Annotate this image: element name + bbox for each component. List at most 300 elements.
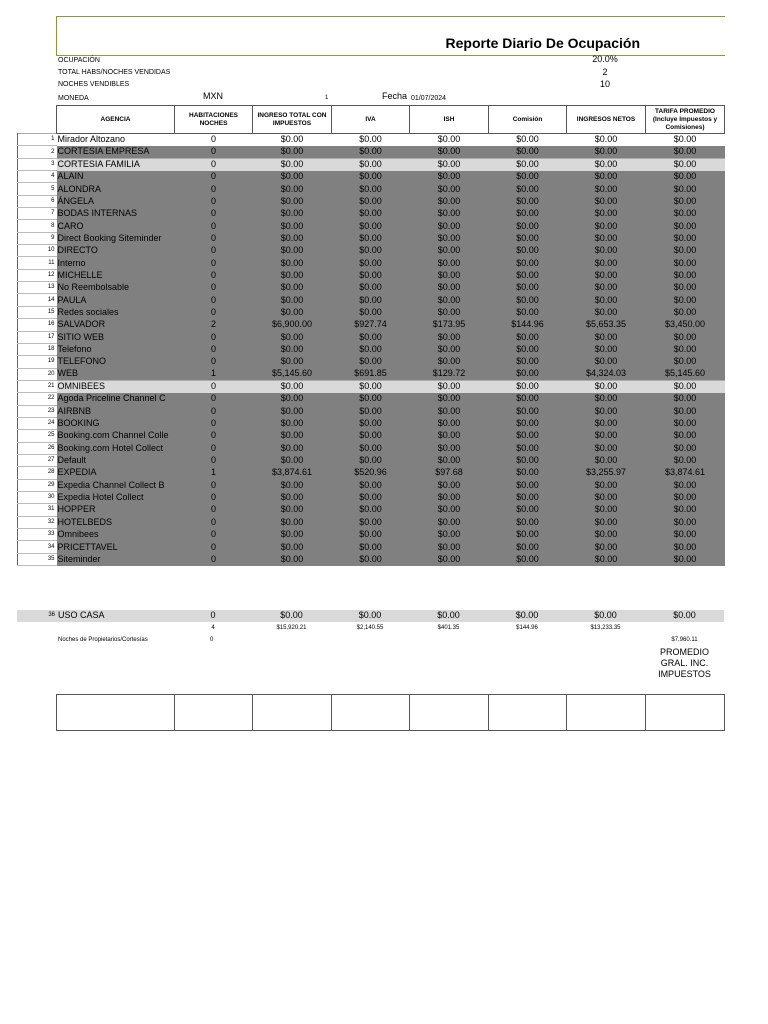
cell-agencia: PRICETTAVEL [57,541,175,553]
table-row [18,171,725,183]
promedio-label-line-1: PROMEDIO [659,647,709,657]
cell-netos: $0.00 [567,553,646,565]
cell-tarifa: $0.00 [646,331,725,343]
cell-noches: 0 [175,504,253,516]
row-number: 7 [18,208,57,220]
cell-tarifa: $0.00 [646,208,725,220]
total-iva: $2,140.55 [356,625,384,631]
row-number: 9 [18,232,57,244]
cell-ingreso: $0.00 [253,356,332,368]
row-number: 8 [18,220,57,232]
cell-ish: $0.00 [410,306,489,318]
cell-agencia: TELEFONO [57,356,175,368]
promedio-label-line-3: IMPUESTOS [658,669,711,679]
cell-noches: 0 [175,331,253,343]
cell-ish: $0.00 [410,146,489,158]
promedio-value: $7,960.11 [671,637,698,643]
cell-tarifa: $3,450.00 [646,319,725,331]
cell-noches: 0 [175,343,253,355]
cell-ingreso: $0.00 [253,208,332,220]
row-number: 12 [18,269,57,281]
row-number: 2 [18,146,57,158]
row-number: 24 [18,417,57,429]
cell-comision: $0.00 [489,368,567,380]
cell-ish: $0.00 [410,158,489,170]
cell-ingreso: $0.00 [253,405,332,417]
cell-netos: $0.00 [567,220,646,232]
cell-noches: 0 [175,134,253,146]
cell-netos: $0.00 [567,158,646,170]
table-row [18,146,725,158]
cell-noches: 1 [175,467,253,479]
cell-ingreso: $0.00 [253,393,332,405]
cell-comision: $0.00 [489,529,567,541]
row-number: 6 [18,195,57,207]
cell-iva: $0.00 [332,343,410,355]
cell-noches: 0 [175,220,253,232]
cell-agencia: CORTESIA FAMILIA [57,158,175,170]
table-row [18,393,725,405]
cell-netos: $0.00 [567,195,646,207]
promedio-label-line-2: GRAL. INC. [660,658,709,668]
cell-noches: 0 [175,479,253,491]
cell-iva: $0.00 [332,393,410,405]
cell-noches: 0 [175,417,253,429]
cell-ingreso: $0.00 [253,257,332,269]
row-number: 23 [18,405,57,417]
cell-tarifa: $0.00 [646,393,725,405]
cell-netos: $0.00 [567,208,646,220]
cell-iva: $0.00 [332,294,410,306]
cell-noches: 0 [175,553,253,565]
fecha-value: 01/07/2024 [411,95,447,102]
cell-ingreso: $0.00 [253,529,332,541]
uso-casa-iva: $0.00 [358,610,382,620]
cell-ish: $0.00 [410,430,489,442]
cell-ingreso: $0.00 [253,183,332,195]
cell-ish: $0.00 [410,343,489,355]
footer-box [410,695,489,731]
table-row [18,294,725,306]
moneda-value: MXN [203,91,223,101]
footer-box [567,695,646,731]
cell-netos: $0.00 [567,393,646,405]
cell-agencia: Mirador Altozano [57,134,175,146]
row-number: 33 [18,529,57,541]
cell-noches: 0 [175,491,253,503]
cell-agencia: OMNIBEES [57,380,175,392]
uso-casa-ingreso: $0.00 [280,610,303,620]
cell-agencia: No Reembolsable [57,282,175,294]
cell-agencia: ALONDRA [57,183,175,195]
cell-ish: $0.00 [410,380,489,392]
cell-ish: $0.00 [410,282,489,294]
cell-noches: 1 [175,368,253,380]
cell-ingreso: $0.00 [253,454,332,466]
cell-ish: $0.00 [410,245,489,257]
fecha-label: Fecha [382,91,408,101]
cell-netos: $0.00 [567,454,646,466]
cell-comision: $0.00 [489,491,567,503]
cell-netos: $0.00 [567,245,646,257]
row-number-header [18,106,57,134]
uso-casa-comision: $0.00 [515,610,539,620]
cell-ingreso: $0.00 [253,294,332,306]
cell-ingreso: $0.00 [253,331,332,343]
cell-tarifa: $3,874.61 [646,467,725,479]
cell-ish: $0.00 [410,393,489,405]
cell-noches: 0 [175,356,253,368]
footer-box [489,695,567,731]
total-habs-label: TOTAL HABS/NOCHES VENDIDAS [58,69,171,76]
cell-iva: $927.74 [332,319,410,331]
col-agencia-header: AGENCIA [57,106,175,134]
cell-comision: $0.00 [489,331,567,343]
cell-agencia: SITIO WEB [57,331,175,343]
cell-ish: $0.00 [410,294,489,306]
cell-ingreso: $6,900.00 [253,319,332,331]
row-number: 10 [18,245,57,257]
uso-casa-netos: $0.00 [594,610,617,620]
cell-iva: $0.00 [332,220,410,232]
table-row [18,417,725,429]
cell-comision: $0.00 [489,405,567,417]
col-tarifa-header: TARIFA PROMEDIO (Incluye Impuestos y Comisiones) [646,106,725,134]
table-row [18,269,725,281]
cell-noches: 0 [175,294,253,306]
cell-iva: $0.00 [332,282,410,294]
cell-tarifa: $5,145.60 [646,368,725,380]
row-number: 20 [18,368,57,380]
cell-ingreso: $0.00 [253,220,332,232]
cell-noches: 0 [175,171,253,183]
footer-box [253,695,332,731]
cell-comision: $0.00 [489,195,567,207]
table-row [18,516,725,528]
cell-netos: $0.00 [567,331,646,343]
total-ish: $401.35 [437,625,460,631]
cell-iva: $0.00 [332,232,410,244]
cell-noches: 0 [175,195,253,207]
cell-tarifa: $0.00 [646,306,725,318]
moneda-label: MONEDA [58,95,89,102]
cell-iva: $0.00 [332,541,410,553]
cell-comision: $0.00 [489,442,567,454]
row-number: 16 [18,319,57,331]
cell-noches: 0 [175,208,253,220]
cell-tarifa: $0.00 [646,417,725,429]
footer-box [646,695,725,731]
table-header [18,106,725,134]
cell-tarifa: $0.00 [646,232,725,244]
cell-tarifa: $0.00 [646,146,725,158]
cell-ingreso: $0.00 [253,245,332,257]
cell-noches: 0 [175,269,253,281]
propietarios-label: Noches de Propietarios/Cortesías [58,637,148,643]
cell-noches: 2 [175,319,253,331]
table-row [18,479,725,491]
cell-comision: $0.00 [489,146,567,158]
cell-iva: $0.00 [332,183,410,195]
cell-ingreso: $0.00 [253,504,332,516]
cell-ingreso: $0.00 [253,146,332,158]
cell-comision: $0.00 [489,430,567,442]
table-row [18,220,725,232]
cell-iva: $0.00 [332,442,410,454]
row-number: 31 [18,504,57,516]
cell-noches: 0 [175,442,253,454]
table-row [18,208,725,220]
row-number: 15 [18,306,57,318]
cell-agencia: Siteminder [57,553,175,565]
cell-iva: $0.00 [332,553,410,565]
ocupacion-value: 20.0% [592,54,618,64]
table-row [18,491,725,503]
table-row [18,134,725,146]
uso-casa-ish: $0.00 [437,610,460,620]
row-number: 18 [18,343,57,355]
cell-agencia: BODAS INTERNAS [57,208,175,220]
cell-netos: $3,255.97 [567,467,646,479]
cell-netos: $0.00 [567,516,646,528]
cell-ingreso: $5,145.60 [253,368,332,380]
table-row [18,541,725,553]
cell-ish: $0.00 [410,208,489,220]
cell-ingreso: $0.00 [253,479,332,491]
table-row [18,232,725,244]
row-number: 13 [18,282,57,294]
cell-iva: $0.00 [332,134,410,146]
cell-comision: $0.00 [489,134,567,146]
cell-agencia: Booking.com Channel Colle [57,430,175,442]
cell-netos: $0.00 [567,356,646,368]
cell-ish: $0.00 [410,479,489,491]
cell-ish: $0.00 [410,417,489,429]
cell-ish: $0.00 [410,454,489,466]
cell-agencia: Redes sociales [57,306,175,318]
cell-netos: $0.00 [567,504,646,516]
footer-boxes [56,694,725,731]
cell-ish: $0.00 [410,220,489,232]
footer-box [57,695,175,731]
cell-agencia: CORTESIA EMPRESA [57,146,175,158]
table-row [18,319,725,331]
cell-comision: $0.00 [489,208,567,220]
cell-ish: $0.00 [410,195,489,207]
cell-ish: $0.00 [410,553,489,565]
cell-netos: $0.00 [567,294,646,306]
cell-iva: $0.00 [332,331,410,343]
table-row [18,183,725,195]
cell-ish: $0.00 [410,331,489,343]
cell-iva: $0.00 [332,491,410,503]
cell-comision: $0.00 [489,356,567,368]
cell-ingreso: $0.00 [253,171,332,183]
cell-netos: $0.00 [567,529,646,541]
cell-iva: $0.00 [332,405,410,417]
cell-ish: $173.95 [410,319,489,331]
cell-netos: $0.00 [567,146,646,158]
cell-agencia: MICHELLE [57,269,175,281]
cell-netos: $0.00 [567,183,646,195]
cell-iva: $0.00 [332,158,410,170]
cell-netos: $0.00 [567,417,646,429]
uso-casa-tarifa: $0.00 [673,610,696,620]
cell-tarifa: $0.00 [646,269,725,281]
cell-noches: 0 [175,405,253,417]
table-row [18,195,725,207]
col-ish-header: ISH [410,106,489,134]
cell-noches: 0 [175,257,253,269]
cell-agencia: CARO [57,220,175,232]
row-number: 32 [18,516,57,528]
cell-netos: $0.00 [567,491,646,503]
cell-ish: $0.00 [410,356,489,368]
cell-agencia: ALAIN [57,171,175,183]
cell-tarifa: $0.00 [646,183,725,195]
cell-ingreso: $0.00 [253,269,332,281]
col-netos-header: INGRESOS NETOS [567,106,646,134]
cell-iva: $0.00 [332,454,410,466]
cell-ish: $0.00 [410,491,489,503]
propietarios-value: 0 [210,637,214,643]
row-number: 4 [18,171,57,183]
cell-iva: $0.00 [332,430,410,442]
cell-ish: $0.00 [410,529,489,541]
cell-tarifa: $0.00 [646,294,725,306]
cell-comision: $0.00 [489,294,567,306]
table-body [18,134,725,566]
cell-ish: $0.00 [410,183,489,195]
cell-comision: $0.00 [489,417,567,429]
cell-ingreso: $0.00 [253,491,332,503]
cell-tarifa: $0.00 [646,541,725,553]
table-row [18,380,725,392]
row-number: 35 [18,553,57,565]
row-number: 22 [18,393,57,405]
cell-comision: $0.00 [489,158,567,170]
footer-box [332,695,410,731]
table-row [18,442,725,454]
cell-ish: $0.00 [410,232,489,244]
cell-iva: $0.00 [332,257,410,269]
cell-comision: $0.00 [489,183,567,195]
cell-iva: $0.00 [332,195,410,207]
cell-noches: 0 [175,146,253,158]
cell-comision: $0.00 [489,467,567,479]
cell-tarifa: $0.00 [646,257,725,269]
cell-ingreso: $0.00 [253,430,332,442]
cell-noches: 0 [175,380,253,392]
cell-iva: $0.00 [332,380,410,392]
cell-agencia: PAULA [57,294,175,306]
cell-iva: $0.00 [332,146,410,158]
table-row [18,553,725,565]
cell-comision: $144.96 [489,319,567,331]
table-row [18,368,725,380]
cell-noches: 0 [175,232,253,244]
cell-tarifa: $0.00 [646,380,725,392]
cell-tarifa: $0.00 [646,430,725,442]
occupancy-table [17,105,725,566]
cell-ish: $0.00 [410,269,489,281]
cell-tarifa: $0.00 [646,158,725,170]
cell-agencia: Omnibees [57,529,175,541]
cell-iva: $0.00 [332,356,410,368]
row-number: 28 [18,467,57,479]
cell-ingreso: $0.00 [253,442,332,454]
cell-agencia: AIRBNB [57,405,175,417]
cell-noches: 0 [175,430,253,442]
cell-comision: $0.00 [489,232,567,244]
cell-noches: 0 [175,393,253,405]
cell-iva: $0.00 [332,529,410,541]
cell-ingreso: $0.00 [253,232,332,244]
cell-comision: $0.00 [489,504,567,516]
cell-iva: $0.00 [332,479,410,491]
col-iva-header: IVA [332,106,410,134]
cell-iva: $0.00 [332,269,410,281]
cell-ish: $129.72 [410,368,489,380]
cell-comision: $0.00 [489,306,567,318]
cell-ingreso: $0.00 [253,343,332,355]
cell-netos: $0.00 [567,269,646,281]
cell-netos: $0.00 [567,479,646,491]
cell-tarifa: $0.00 [646,442,725,454]
cell-tarifa: $0.00 [646,356,725,368]
promedio-label [645,647,724,680]
row-number: 19 [18,356,57,368]
cell-ish: $0.00 [410,442,489,454]
table-row [18,343,725,355]
cell-agencia: Expedia Hotel Collect [57,491,175,503]
cell-comision: $0.00 [489,541,567,553]
table-row [18,467,725,479]
table-row [18,430,725,442]
cell-netos: $0.00 [567,442,646,454]
cell-iva: $520.96 [332,467,410,479]
cell-ish: $0.00 [410,504,489,516]
cell-iva: $0.00 [332,306,410,318]
table-row [18,245,725,257]
cell-ingreso: $0.00 [253,516,332,528]
cell-noches: 0 [175,454,253,466]
cell-ish: $0.00 [410,257,489,269]
cell-ingreso: $0.00 [253,158,332,170]
cell-agencia: Expedia Channel Collect B [57,479,175,491]
noches-vendibles-label: NOCHES VENDIBLES [58,81,130,88]
cell-comision: $0.00 [489,479,567,491]
row-number: 5 [18,183,57,195]
cell-agencia: EXPEDIA [57,467,175,479]
cell-ingreso: $0.00 [253,553,332,565]
cell-agencia: HOPPER [57,504,175,516]
page-title: Reporte Diario De Ocupación [445,35,640,51]
table-row [18,504,725,516]
cell-iva: $691.85 [332,368,410,380]
col-comision-header: Comisión [489,106,567,134]
table-row [18,331,725,343]
uso-casa-number: 36 [48,612,55,618]
cell-ish: $0.00 [410,134,489,146]
cell-noches: 0 [175,516,253,528]
cell-netos: $0.00 [567,282,646,294]
cell-comision: $0.00 [489,553,567,565]
row-number: 27 [18,454,57,466]
cell-iva: $0.00 [332,504,410,516]
cell-tarifa: $0.00 [646,504,725,516]
cell-tarifa: $0.00 [646,220,725,232]
